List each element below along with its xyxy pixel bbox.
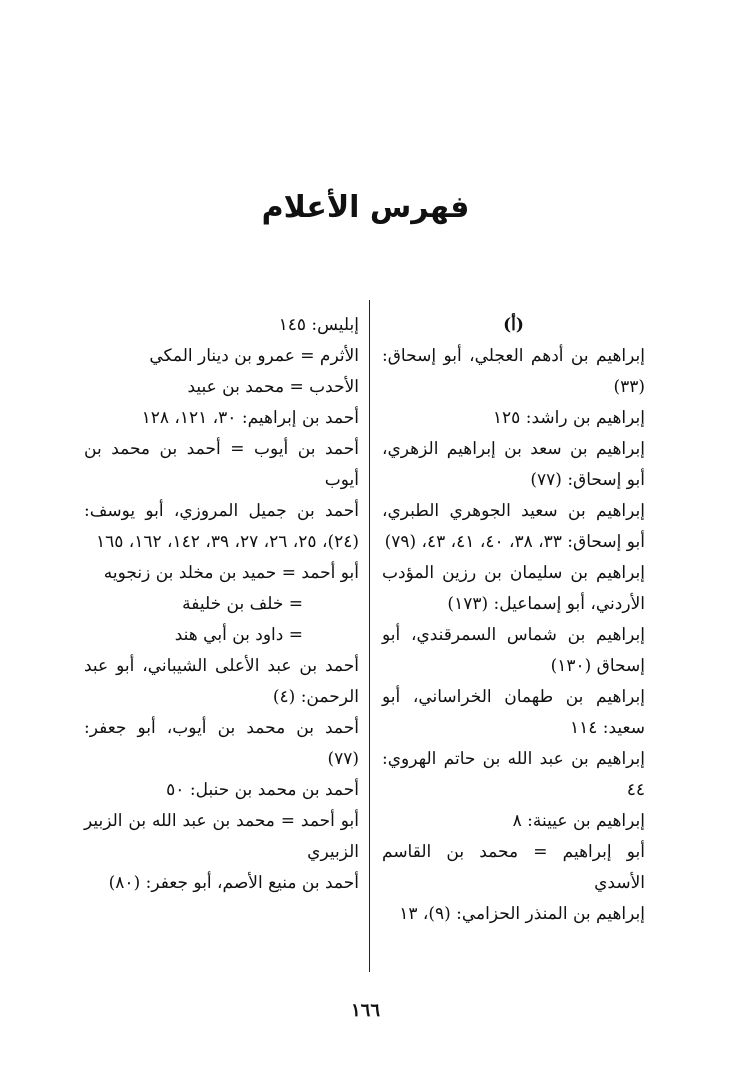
index-entry: إبراهيم بن شماس السمرقندي، أبو إسحاق (١٣٠) [382, 625, 645, 676]
index-entry: إبراهيم بن عيينة: ٨ [512, 811, 645, 831]
index-entry: الأحدب = محمد بن عبيد [187, 377, 359, 397]
page-number: ١٦٦ [350, 1000, 380, 1021]
column-divider [369, 300, 370, 972]
index-entry: أحمد بن منيع الأصم، أبو جعفر: (٨٠) [108, 873, 359, 893]
index-entry: = خلف بن خليفة [182, 594, 303, 614]
index-entry: أحمد بن إبراهيم: ٣٠، ١٢١، ١٢٨ [141, 408, 359, 428]
index-entry: أبو إبراهيم = محمد بن القاسم الأسدي [382, 842, 645, 893]
index-entry: أحمد بن أيوب = أحمد بن محمد بن أيوب [84, 439, 359, 490]
left-column [84, 310, 359, 899]
index-entry: أحمد بن جميل المروزي، أبو يوسف: (٢٤)، ٢٥، ٢٦، ٢٧، ٣٩، ١٤٢، ١٦٢، ١٦٥ [84, 501, 359, 552]
index-entry: أحمد بن محمد بن أيوب، أبو جعفر: (٧٧) [84, 718, 359, 769]
index-entry: أبو أحمد = محمد بن عبد الله بن الزبير الزبيري [84, 811, 359, 862]
index-entry: إبراهيم بن سعيد الجوهري الطبري، أبو إسحاق: ٣٣، ٣٨، ٤٠، ٤١، ٤٣، (٧٩) [382, 501, 645, 552]
index-entry: الأثرم = عمرو بن دينار المكي [149, 346, 359, 366]
index-entry: = داود بن أبي هند [174, 625, 303, 645]
index-entry: إبراهيم بن عبد الله بن حاتم الهروي: ٤٤ [382, 749, 645, 800]
index-entry: إبراهيم بن راشد: ١٢٥ [492, 408, 645, 428]
page-title: فهرس الأعلام [261, 190, 470, 225]
index-entry: إبراهيم بن سعد بن إبراهيم الزهري، أبو إسحاق: (٧٧) [382, 439, 645, 490]
index-entry: إبراهيم بن سليمان بن رزين المؤدب الأردني، أبو إسماعيل: (١٧٣) [382, 563, 645, 614]
section-letter: (أ) [503, 315, 524, 335]
index-entry: أحمد بن محمد بن حنبل: ٥٠ [166, 780, 359, 800]
index-entry: إبراهيم بن المنذر الحزامي: (٩)، ١٣ [399, 904, 645, 924]
index-entry: أحمد بن عبد الأعلى الشيباني، أبو عبد الرحمن: (٤) [84, 656, 359, 707]
index-entry: إبراهيم بن طهمان الخراساني، أبو سعيد: ١١٤ [382, 687, 645, 738]
index-entry: إبراهيم بن أدهم العجلي، أبو إسحاق: (٣٣) [382, 346, 645, 397]
index-entry: إبليس: ١٤٥ [278, 315, 359, 335]
right-column [382, 310, 645, 930]
index-entry: أبو أحمد = حميد بن مخلد بن زنجويه [103, 563, 359, 583]
